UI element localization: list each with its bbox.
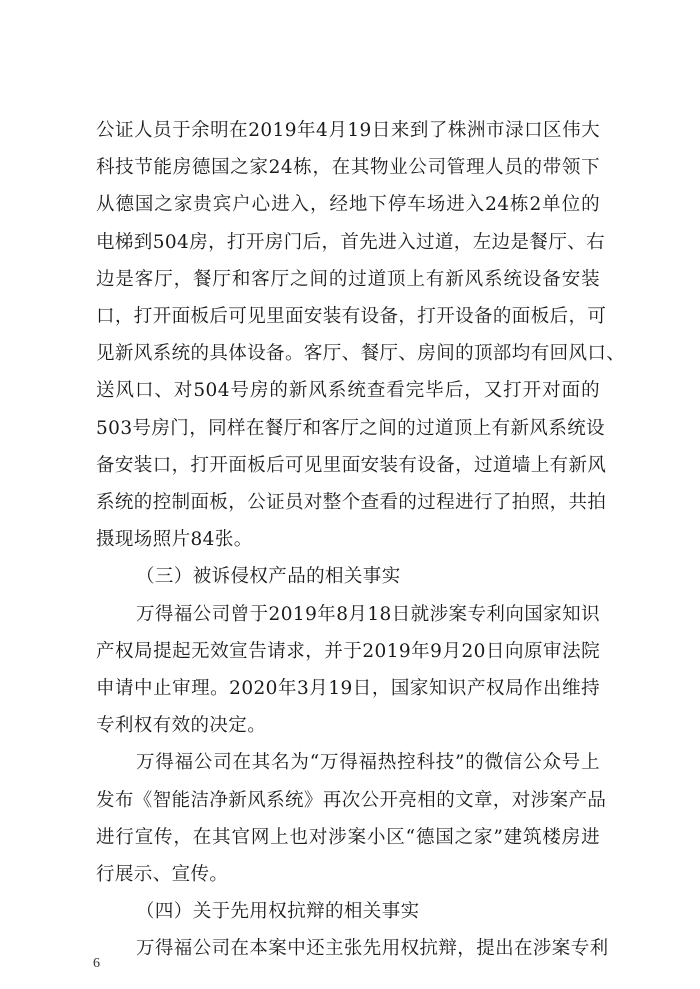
body-line: 发布《智能洁净新风系统》再次公开亮相的文章，对涉案产品 [96, 789, 607, 811]
body-line: 万得福公司曾于2019年8月18日就涉案专利向国家知识 [136, 603, 600, 625]
body-line: 备安装口，打开面板后可见里面安装有设备，过道墙上有新风 [96, 454, 607, 476]
body-line: 从德国之家贵宾户心进入，经地下停车场进入24栋2单位的 [96, 194, 600, 216]
body-line: 行展示、宣传。 [96, 864, 229, 885]
body-line: 见新风系统的具体设备。客厅、餐厅、房间的顶部均有回风口、 [96, 343, 626, 365]
body-line: 边是客厅，餐厅和客厅之间的过道顶上有新风系统设备安装 [96, 268, 600, 290]
body-line: 电梯到504房，打开房门后，首先进入过道，左边是餐厅、右 [96, 231, 606, 253]
body-line: 进行宣传，在其官网上也对涉案小区“德国之家”建筑楼房进 [96, 826, 600, 848]
body-line: 产权局提起无效宣告请求，并于2019年9月20日向原审法院 [96, 640, 600, 662]
section-heading: （三）被诉侵权产品的相关事实 [136, 566, 401, 588]
body-line: 科技节能房德国之家24栋，在其物业公司管理人员的带领下 [96, 157, 600, 179]
body-line: 送风口、对504号房的新风系统查看完毕后，又打开对面的 [96, 380, 600, 402]
body-line: 万得福公司在其名为“万得福热控科技”的微信公众号上 [136, 752, 600, 774]
body-line: 申请中止审理。2020年3月19日，国家知识产权局作出维持 [96, 678, 600, 699]
body-line: 公证人员于余明在2019年4月19日来到了株洲市渌口区伟大 [96, 120, 600, 141]
body-line: 口，打开面板后可见里面安装有设备，打开设备的面板后，可 [96, 306, 607, 327]
section-heading: （四）关于先用权抗辩的相关事实 [136, 901, 420, 923]
body-line: 系统的控制面板，公证员对整个查看的过程进行了拍照，共拍 [96, 492, 607, 513]
body-line: 503号房门，同样在餐厅和客厅之间的过道顶上有新风系统设 [96, 417, 606, 439]
body-line: 万得福公司在本案中还主张先用权抗辩，提出在涉案专利 [136, 938, 609, 960]
body-line: 专利权有效的决定。 [96, 715, 267, 737]
body-line: 摄现场照片84张。 [96, 529, 253, 551]
page-number: 6 [93, 956, 100, 971]
